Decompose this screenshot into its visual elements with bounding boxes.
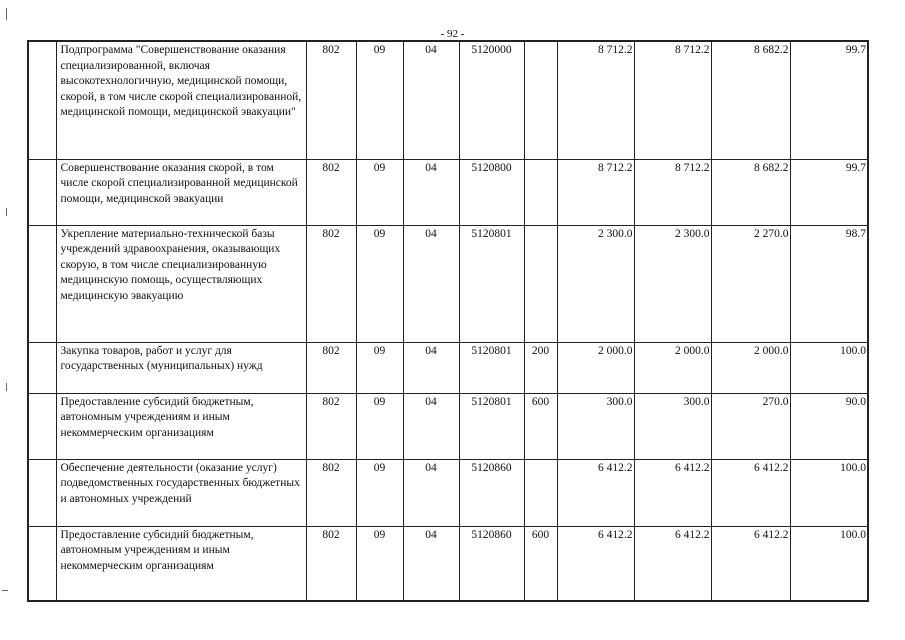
execution-percent-cell: 99.7 — [790, 159, 868, 225]
row-gutter-cell — [28, 41, 56, 159]
executed-amount-cell: 2 270.0 — [711, 225, 790, 342]
target-article-cell: 5120801 — [459, 225, 524, 342]
table-row — [28, 459, 868, 526]
executed-amount-cell: 8 682.2 — [711, 159, 790, 225]
item-name-cell: Предоставление субсидий бюджетным, автономным учреждениям и иным некоммерческим организациям — [56, 526, 306, 601]
item-name-cell: Укрепление материально-технической базы учреждений здравоохранения, оказывающих скорую, в том числе специализированную медицинскую помощь, осуществляющих медицинскую эвакуацию — [56, 225, 306, 342]
row-gutter-cell — [28, 393, 56, 459]
subsection-code-cell: 04 — [403, 526, 459, 601]
refined-amount-cell: 6 412.2 — [634, 459, 711, 526]
subsection-code-cell: 04 — [403, 393, 459, 459]
approved-amount-cell: 300.0 — [557, 393, 634, 459]
ministry-code-cell: 802 — [306, 159, 356, 225]
refined-amount-cell: 2 000.0 — [634, 342, 711, 393]
approved-amount-cell: 2 300.0 — [557, 225, 634, 342]
refined-amount-cell: 8 712.2 — [634, 159, 711, 225]
row-gutter-cell — [28, 459, 56, 526]
row-gutter-cell — [28, 342, 56, 393]
table-row — [28, 41, 868, 159]
margin-mark — [6, 208, 7, 216]
item-name-cell: Совершенствование оказания скорой, в том числе скорой специализированной медицинской помощи, медицинской эвакуации — [56, 159, 306, 225]
expense-type-cell — [524, 225, 557, 342]
row-gutter-cell — [28, 159, 56, 225]
section-code-cell: 09 — [356, 393, 403, 459]
execution-percent-cell: 100.0 — [790, 342, 868, 393]
ministry-code-cell: 802 — [306, 459, 356, 526]
row-gutter-cell — [28, 225, 56, 342]
section-code-cell: 09 — [356, 159, 403, 225]
approved-amount-cell: 8 712.2 — [557, 41, 634, 159]
refined-amount-cell: 8 712.2 — [634, 41, 711, 159]
item-name-cell: Предоставление субсидий бюджетным, автономным учреждениям и иным некоммерческим организациям — [56, 393, 306, 459]
target-article-cell: 5120000 — [459, 41, 524, 159]
section-code-cell: 09 — [356, 459, 403, 526]
row-gutter-cell — [28, 526, 56, 601]
table-row — [28, 159, 868, 225]
approved-amount-cell: 8 712.2 — [557, 159, 634, 225]
execution-percent-cell: 100.0 — [790, 459, 868, 526]
ministry-code-cell: 802 — [306, 225, 356, 342]
margin-mark — [2, 590, 8, 591]
expense-type-cell — [524, 459, 557, 526]
expense-type-cell — [524, 41, 557, 159]
executed-amount-cell: 270.0 — [711, 393, 790, 459]
execution-percent-cell: 90.0 — [790, 393, 868, 459]
executed-amount-cell: 2 000.0 — [711, 342, 790, 393]
margin-mark — [6, 8, 7, 20]
section-code-cell: 09 — [356, 342, 403, 393]
section-code-cell: 09 — [356, 41, 403, 159]
ministry-code-cell: 802 — [306, 342, 356, 393]
item-name-cell: Обеспечение деятельности (оказание услуг) подведомственных государственных бюджетных и автономных учреждений — [56, 459, 306, 526]
section-code-cell: 09 — [356, 225, 403, 342]
subsection-code-cell: 04 — [403, 41, 459, 159]
target-article-cell: 5120801 — [459, 342, 524, 393]
execution-percent-cell: 100.0 — [790, 526, 868, 601]
executed-amount-cell: 6 412.2 — [711, 526, 790, 601]
margin-mark — [6, 383, 7, 391]
expense-type-cell: 600 — [524, 393, 557, 459]
refined-amount-cell: 300.0 — [634, 393, 711, 459]
section-code-cell: 09 — [356, 526, 403, 601]
expense-type-cell: 200 — [524, 342, 557, 393]
table-row — [28, 342, 868, 393]
execution-percent-cell: 98.7 — [790, 225, 868, 342]
target-article-cell: 5120860 — [459, 459, 524, 526]
expense-type-cell: 600 — [524, 526, 557, 601]
target-article-cell: 5120800 — [459, 159, 524, 225]
refined-amount-cell: 2 300.0 — [634, 225, 711, 342]
approved-amount-cell: 6 412.2 — [557, 526, 634, 601]
ministry-code-cell: 802 — [306, 41, 356, 159]
subsection-code-cell: 04 — [403, 225, 459, 342]
expense-type-cell — [524, 159, 557, 225]
table-row — [28, 526, 868, 601]
target-article-cell: 5120860 — [459, 526, 524, 601]
ministry-code-cell: 802 — [306, 526, 356, 601]
subsection-code-cell: 04 — [403, 459, 459, 526]
table-row — [28, 225, 868, 342]
executed-amount-cell: 8 682.2 — [711, 41, 790, 159]
subsection-code-cell: 04 — [403, 342, 459, 393]
execution-percent-cell: 99.7 — [790, 41, 868, 159]
page-number: - 92 - — [440, 28, 465, 40]
approved-amount-cell: 2 000.0 — [557, 342, 634, 393]
subsection-code-cell: 04 — [403, 159, 459, 225]
ministry-code-cell: 802 — [306, 393, 356, 459]
target-article-cell: 5120801 — [459, 393, 524, 459]
item-name-cell: Подпрограмма "Совершенствование оказания специализированной, включая высокотехнологичную, медицинской помощи, скорой, в том числе скорой специализированной, медицинской помощи, медицинской эвакуации" — [56, 41, 306, 159]
approved-amount-cell: 6 412.2 — [557, 459, 634, 526]
table-row — [28, 393, 868, 459]
item-name-cell: Закупка товаров, работ и услуг для государственных (муниципальных) нужд — [56, 342, 306, 393]
budget-table — [27, 40, 869, 602]
refined-amount-cell: 6 412.2 — [634, 526, 711, 601]
executed-amount-cell: 6 412.2 — [711, 459, 790, 526]
